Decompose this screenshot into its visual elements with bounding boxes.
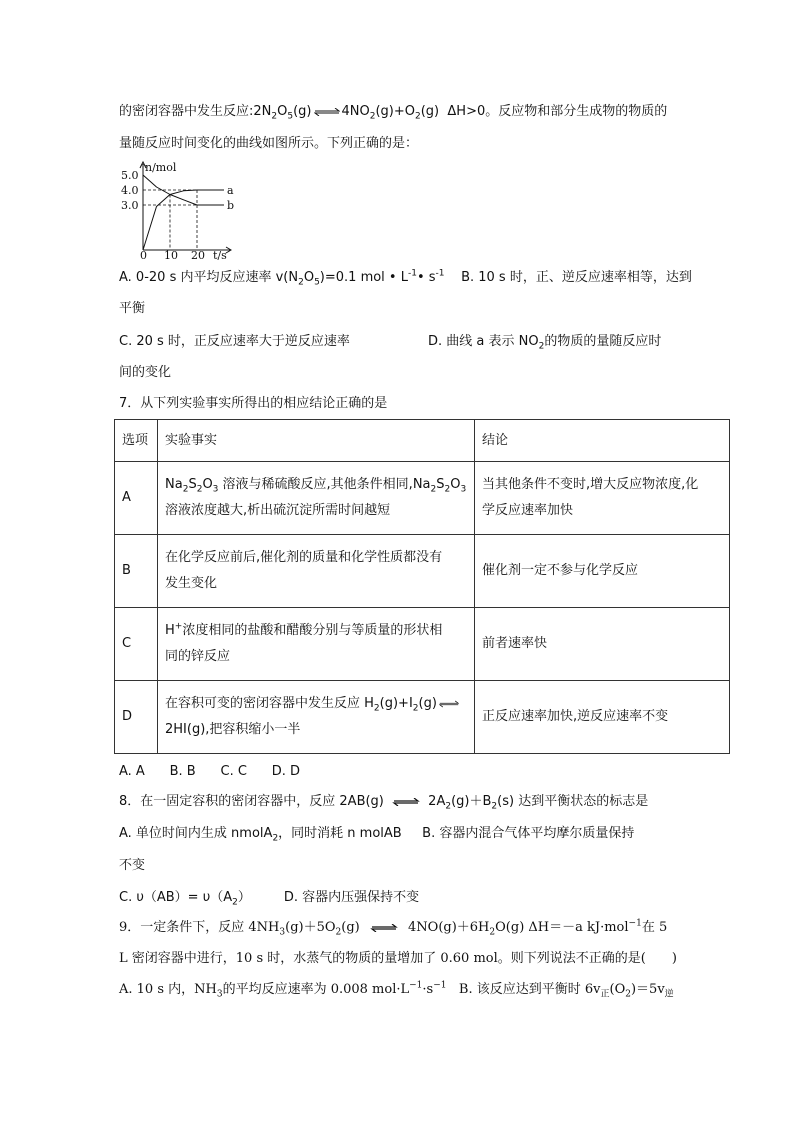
series-line-a (143, 190, 224, 250)
q6-line1: 的密闭容器中发生反应$:2N_2O_5(g)$ $4NO_2(g)+O_2(g)$ ΔH>0。反应物和部分生成物的物质的 (119, 104, 668, 122)
q6-option-d-cont: 间的变化 (119, 365, 172, 380)
table-row (115, 462, 730, 535)
row-fact: $Na_2S_2O_3$ 溶液与稀硫酸反应,其他条件相同$,Na_2S_2O_3$ 溶液浓度越大,析出硫沉淀所需时间越短 (158, 462, 475, 535)
row-conclusion: 前者速率快 (475, 608, 730, 681)
q6-option-b-cont: 平衡 (119, 301, 146, 316)
header-conclusion: 结论 (475, 420, 730, 462)
x-axis-label: t/s (213, 249, 227, 260)
q7-title: 7．从下列实验事实所得出的相应结论正确的是 (119, 396, 388, 411)
row-conclusion: 催化剂一定不参与化学反应 (475, 535, 730, 608)
equilibrium-arrow-icon (366, 924, 402, 932)
row-fact: 在容积可变的密闭容器中发生反应 $H_2(g)+I_2(g)$ 2HI(g),把容积缩小一半 (158, 681, 475, 754)
y-tick-label: 5.0 (121, 169, 139, 182)
q9-option-a[interactable]: A. 10 s 内，$NH_3$的平均反应速率为 0.008 $mol\cdot L^{-1}\cdot s^{-1}$ B. 该反应达到平衡时 $6v_正(O_2)=5v_逆$ (119, 980, 674, 1000)
q8-option-a[interactable]: A. 单位时间内生成 nmolA$_2$，同时消耗 n molAB B. 容器内混合气体平均摩尔质量保持 (119, 826, 635, 844)
q8-option-b-cont: 不变 (119, 858, 146, 873)
q9-line1: 9．一定条件下，反应 $4NH_3(g)+5O_2(g)$ $4NO(g)+6H_2O(g)$ ΔH＝－a kJ·mol$^{-1}$在 5 (119, 918, 668, 938)
q9-line2: L 密闭容器中进行，10 s 时，水蒸气的物质的量增加了 0.60 mol。则下列说法不正确的是( ) (119, 951, 677, 966)
q7-experiment-table (114, 419, 730, 754)
y-tick-label: 3.0 (121, 199, 139, 212)
row-label: D (115, 681, 158, 754)
x-tick-label: 20 (191, 249, 205, 260)
amount-vs-time-chart (118, 160, 238, 260)
row-conclusion: 正反应速率加快,逆反应速率不变 (475, 681, 730, 754)
q6-option-a[interactable]: A. 0-20 s 内平均反应速率 $v(N_2O_5)=0.1$ mol • $L^{-1}•$ $s^{-1}$ B. 10 s 时，正、逆反应速率相等，达到 (119, 268, 692, 288)
row-fact: H+浓度相同的盐酸和醋酸分别与等质量的形状相 同的锌反应 (158, 608, 475, 681)
x-tick-label: 0 (140, 249, 147, 260)
q6-line2: 量随反应时间变化的曲线如图所示。下列正确的是： (119, 136, 419, 151)
equilibrium-arrow-icon (390, 798, 422, 806)
header-option: 选项 (115, 420, 158, 462)
table-row (115, 608, 730, 681)
row-label: C (115, 608, 158, 681)
q8-option-c[interactable]: C. $\upsilon(AB)= \upsilon(A_2)$ D. 容器内压强保持不变 (119, 890, 420, 908)
series-label-a: a (227, 184, 234, 197)
row-label: B (115, 535, 158, 608)
q6-option-c[interactable]: C. 20 s 时，正反应速率大于逆反应速率 D. 曲线 a 表示 $NO_2$的物质的量随反应时 (119, 334, 662, 352)
table-row (115, 681, 730, 754)
row-label: A (115, 462, 158, 535)
equilibrium-arrow-icon (314, 108, 340, 116)
q8-title: 8．在一固定容积的密闭容器中，反应 2AB(g) $2A_2(g)+B_2(s)$ 达到平衡状态的标志是 (119, 794, 649, 812)
q7-answers[interactable]: A. A B. B C. C D. D (119, 764, 301, 779)
row-fact: 在化学反应前后,催化剂的质量和化学性质都没有 发生变化 (158, 535, 475, 608)
x-tick-label: 10 (164, 249, 178, 260)
equilibrium-arrow-icon (439, 700, 459, 708)
series-label-b: b (227, 199, 235, 212)
row-conclusion: 当其他条件不变时,增大反应物浓度,化 学反应速率加快 (475, 462, 730, 535)
table-row (115, 535, 730, 608)
header-fact: 实验事实 (158, 420, 475, 462)
table-header-row (115, 420, 730, 462)
y-tick-label: 4.0 (121, 184, 139, 197)
y-axis-label: n/mol (145, 161, 177, 174)
